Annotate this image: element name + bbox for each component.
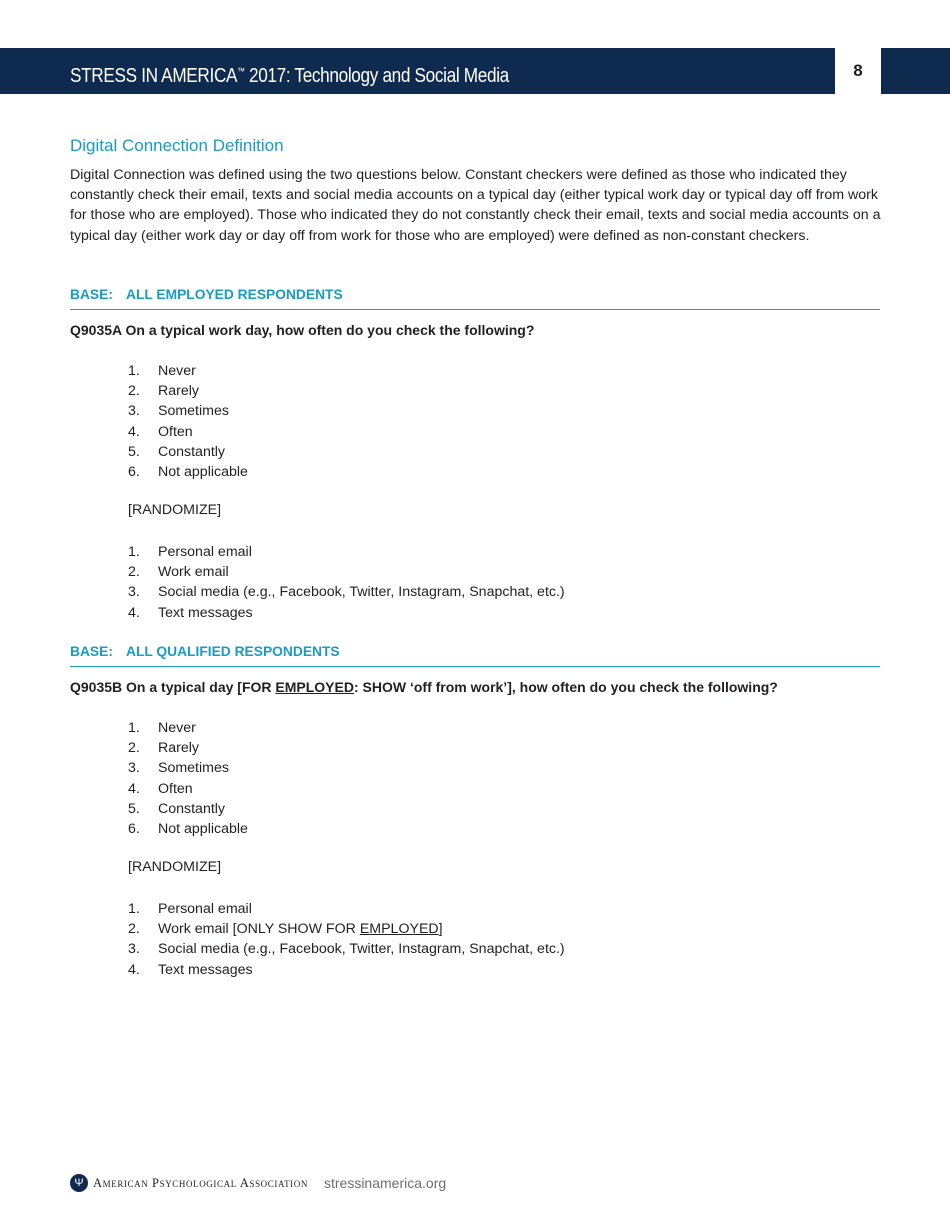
question-q9035a: Q9035A On a typical work day, how often do you check the following? <box>70 322 535 338</box>
base-qualified <box>70 644 880 667</box>
header-bar-right <box>881 48 950 94</box>
page-number: 8 <box>853 61 863 80</box>
footer <box>70 1173 446 1193</box>
base-label: BASE: <box>70 644 113 659</box>
randomize-note-b: [RANDOMIZE] <box>128 859 222 875</box>
report-title: STRESS IN AMERICA™ 2017: Technology and Social Media <box>70 65 509 87</box>
header-bar <box>0 48 835 94</box>
apa-logo-icon: Ψ <box>70 1174 88 1192</box>
base-label: BASE: <box>70 287 113 302</box>
randomize-note-a: [RANDOMIZE] <box>128 502 222 518</box>
base-employed <box>70 287 880 310</box>
website-link[interactable]: stressinamerica.org <box>323 1175 447 1191</box>
base-value: ALL QUALIFIED RESPONDENTS <box>126 644 340 659</box>
section-title: Digital Connection Definition <box>70 136 284 155</box>
question-q9035b: Q9035B On a typical day [FOR EMPLOYED: SHOW ‘off from work’], how often do you check the following? <box>70 679 778 695</box>
intro-paragraph: Digital Connection was defined using the two questions below. Constant checkers were defined as those who indicated they constantly check their email, texts and social media accounts on a typical day (either typical work day or typical day off from work for those who are employed). Those who indicated they do not constantly check their email, texts and social media accounts on a typical day (either work day or day off from work for those who are employed) were defined as non-constant checkers. <box>70 167 881 244</box>
base-value: ALL EMPLOYED RESPONDENTS <box>126 287 343 302</box>
org-name: American Psychological Association <box>93 1175 308 1190</box>
